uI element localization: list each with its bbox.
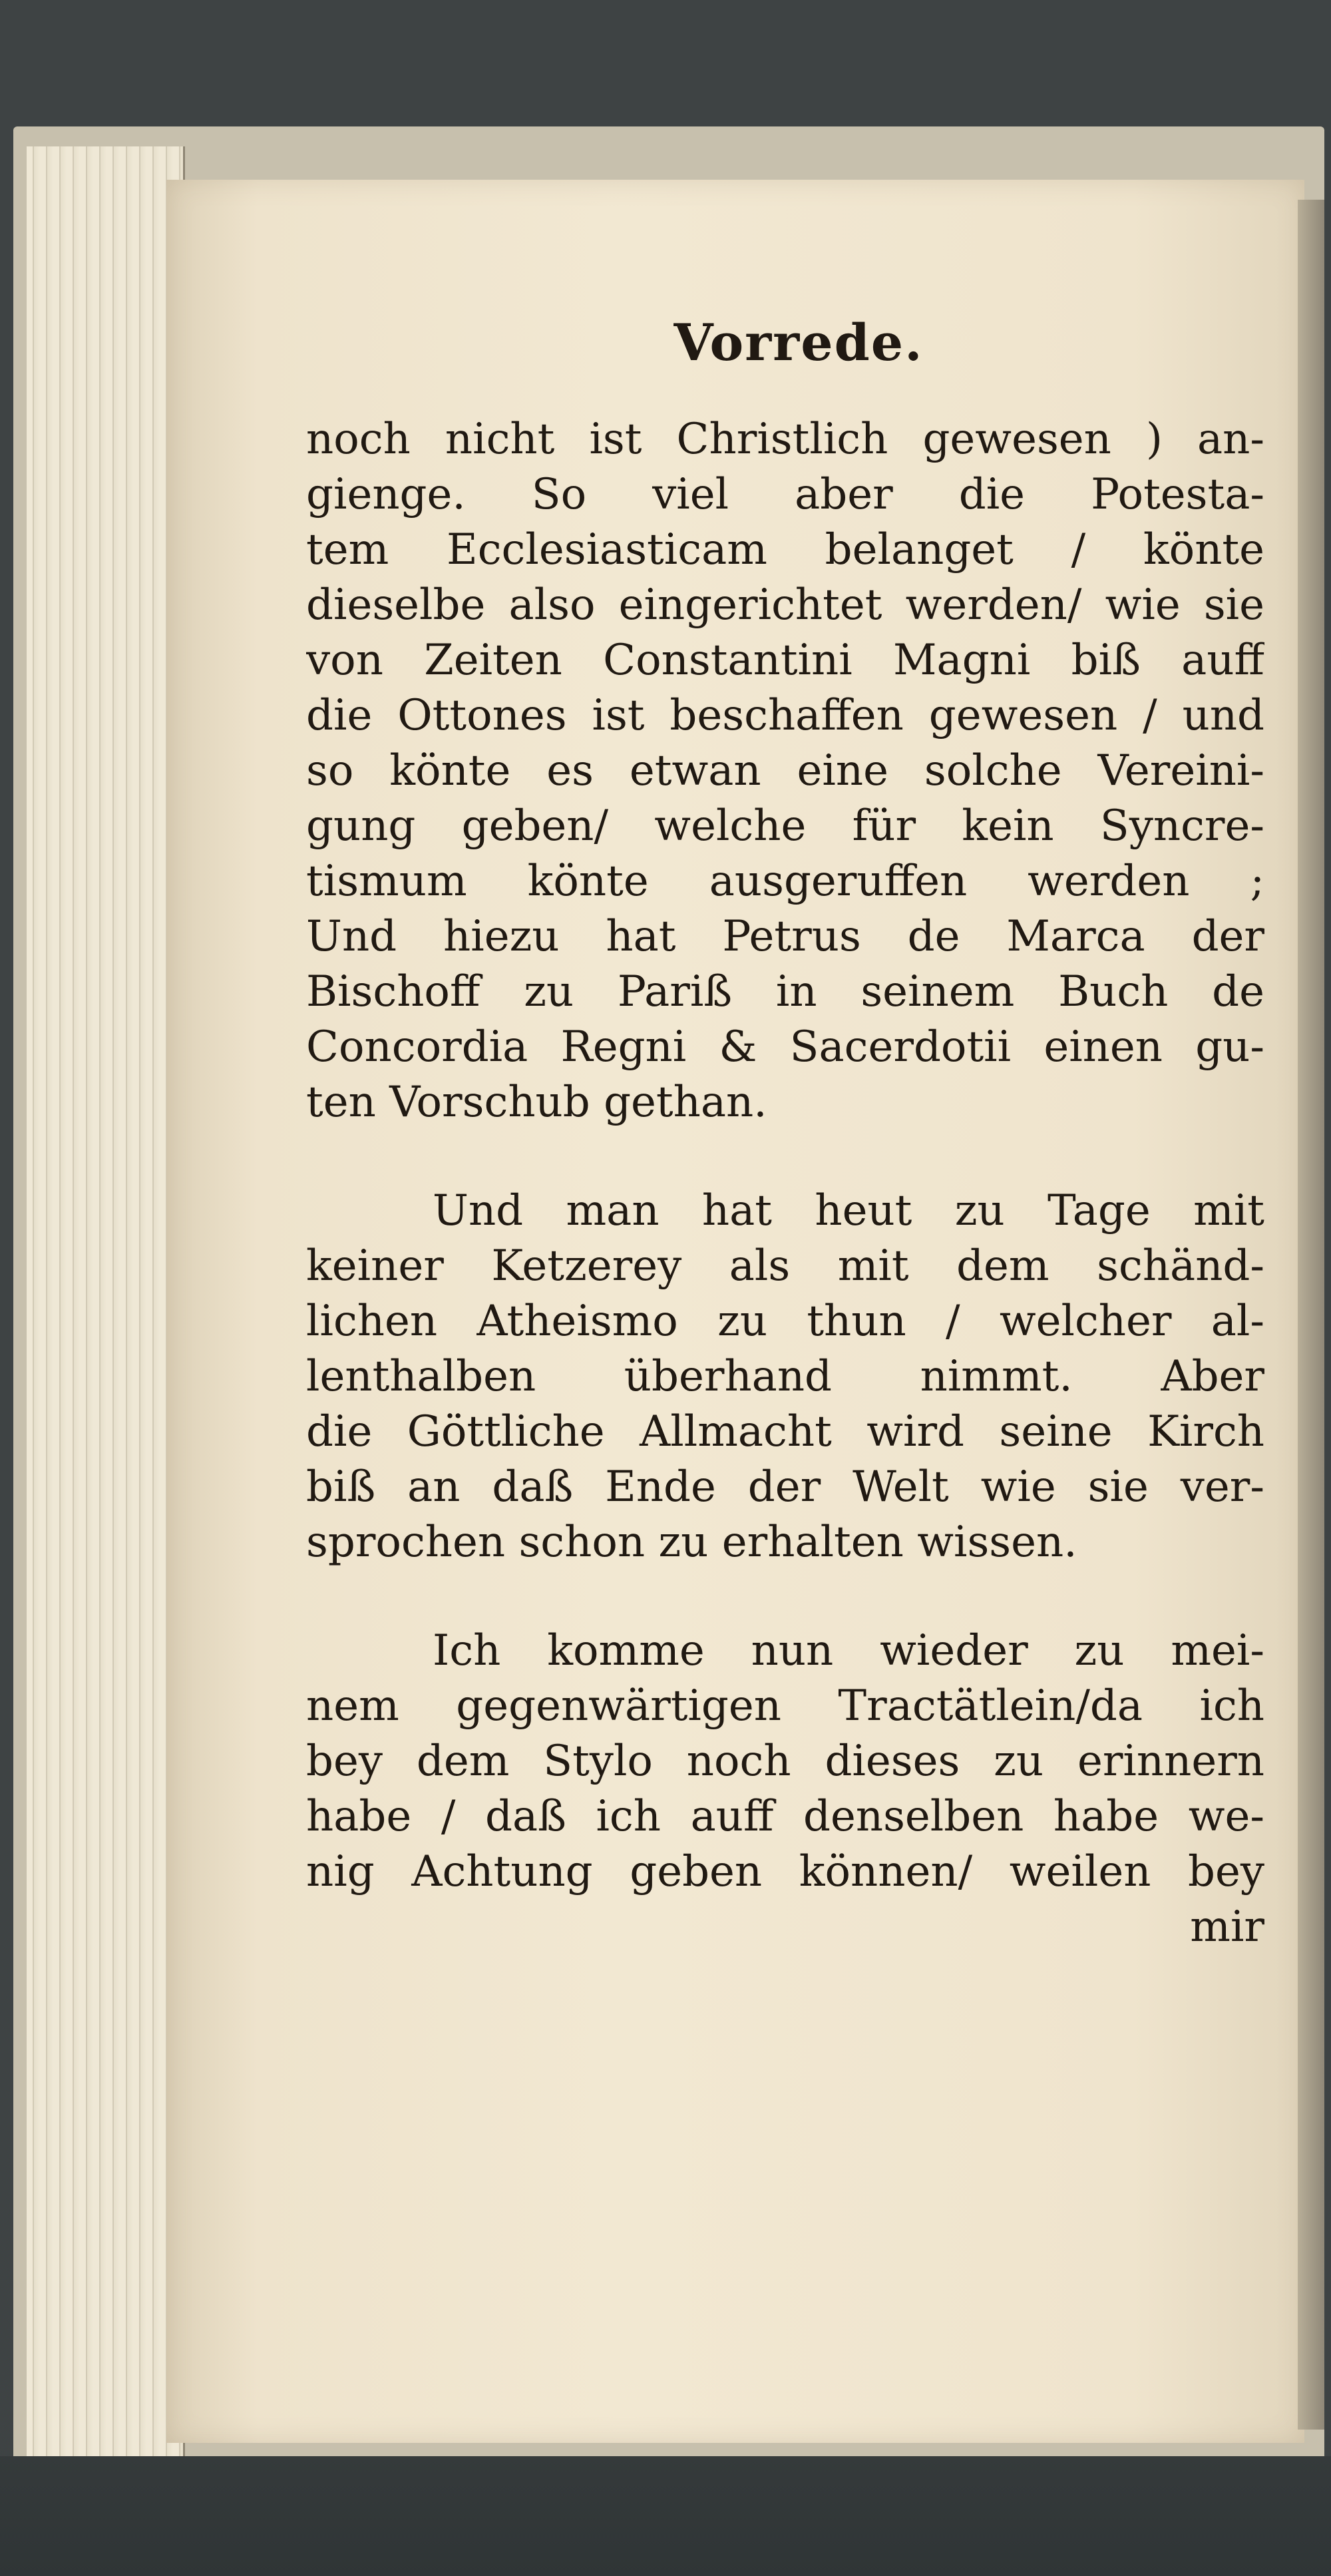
- text-line: habe / daß ich auff denselben habe we-: [306, 1792, 1264, 1841]
- page-text-block: [306, 313, 1264, 1955]
- text-line: so könte es etwan eine solche Vereini-: [306, 746, 1264, 795]
- text-line: noch nicht ist Christlich gewesen ) an-: [306, 415, 1264, 464]
- text-line: biß an daß Ende der Welt wie sie ver-: [306, 1462, 1264, 1512]
- text-line: die Göttliche Allmacht wird seine Kirch: [306, 1407, 1264, 1456]
- paragraph-3: [306, 1623, 1264, 1955]
- text-line: gienge. So viel aber die Potesta-: [306, 470, 1264, 519]
- text-line: von Zeiten Constantini Magni biß auff: [306, 636, 1264, 685]
- text-line: Und hiezu hat Petrus de Marca der: [306, 912, 1264, 961]
- paragraph-1: [306, 412, 1264, 1130]
- text-line: nig Achtung geben können/ weilen bey: [306, 1847, 1264, 1896]
- text-line: ten Vorschub gethan.: [306, 1078, 767, 1127]
- text-line: nem gegenwärtigen Tractätlein/da ich: [306, 1681, 1264, 1731]
- text-line: dieselbe also eingerichtet werden/ wie sie: [306, 580, 1264, 630]
- text-line: Concordia Regni & Sacerdotii einen gu-: [306, 1022, 1264, 1072]
- page-right-edge: [1298, 200, 1324, 2430]
- text-line: lenthalben überhand nimmt. Aber: [306, 1352, 1264, 1401]
- text-line: die Ottones ist beschaffen gewesen / und: [306, 691, 1264, 740]
- page-stack-edge: [27, 146, 185, 2456]
- catchword: mir: [1190, 1902, 1264, 1952]
- text-line: Und man hat heut zu Tage mit: [433, 1186, 1264, 1235]
- text-line: Bischoff zu Pariß in seinem Buch de: [306, 967, 1264, 1016]
- text-line: lichen Atheismo zu thun / welcher al-: [306, 1297, 1264, 1346]
- text-line: sprochen schon zu erhalten wissen.: [306, 1518, 1077, 1567]
- scan-background: [0, 2456, 1331, 2576]
- text-line: tismum könte ausgeruffen werden ;: [306, 857, 1264, 906]
- text-line: bey dem Stylo noch dieses zu erinnern: [306, 1737, 1264, 1786]
- text-line: tem Ecclesiasticam belanget / könte: [306, 525, 1264, 574]
- text-line: Ich komme nun wieder zu mei-: [433, 1626, 1264, 1675]
- text-line: keiner Ketzerey als mit dem schänd-: [306, 1241, 1264, 1291]
- paragraph-2: [306, 1183, 1264, 1570]
- running-head: Vorrede.: [673, 313, 924, 372]
- text-line: gung geben/ welche für kein Syncre-: [306, 801, 1264, 851]
